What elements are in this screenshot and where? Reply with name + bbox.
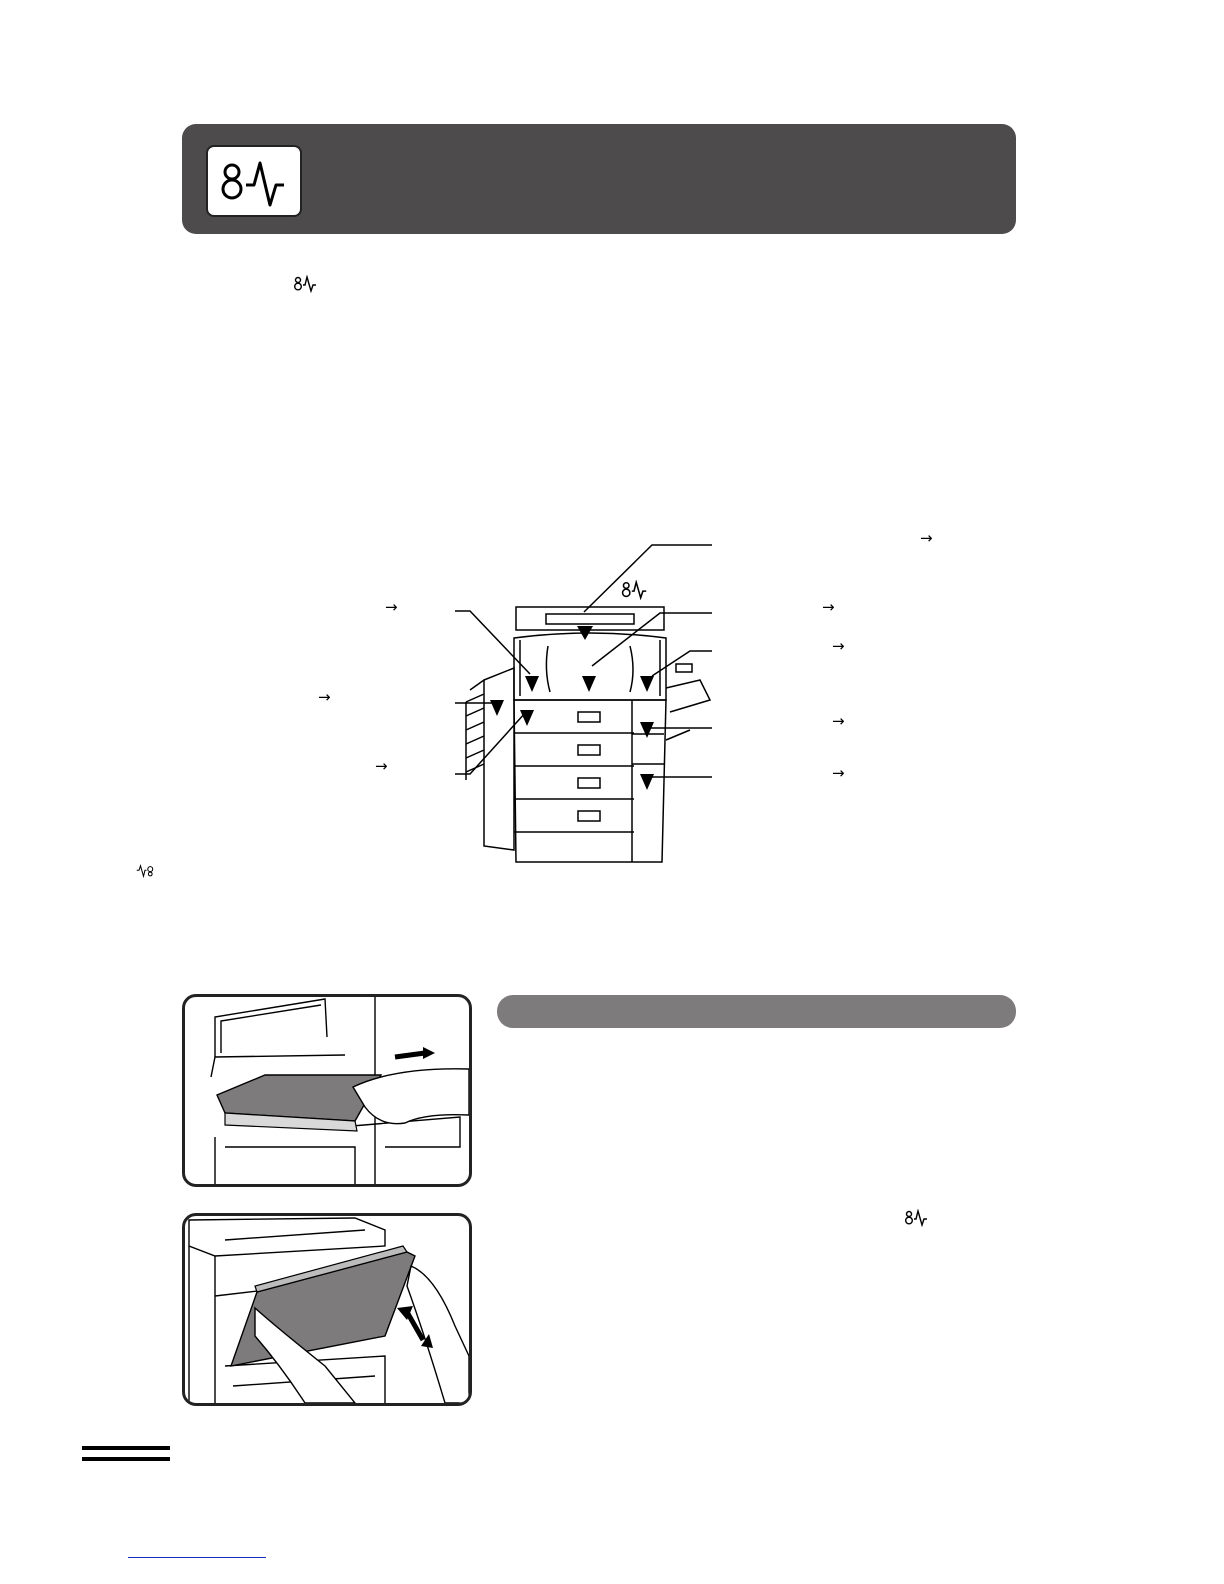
right-arrow-icon: → [920, 529, 933, 547]
right-arrow-icon: → [318, 688, 331, 706]
section-header-band [182, 124, 1016, 234]
right-arrow-icon: → [832, 637, 845, 655]
misfeed-icon [293, 275, 317, 293]
section-heading-bar [497, 995, 1016, 1028]
right-arrow-icon: → [832, 712, 845, 730]
footer-rule [82, 1457, 170, 1461]
footer-rule [82, 1446, 170, 1450]
misfeed-icon [136, 860, 154, 882]
right-arrow-icon: → [385, 598, 398, 616]
misfeed-icon-box [206, 145, 302, 217]
front-cover-illustration [182, 1213, 472, 1406]
misfeed-icon [904, 1209, 928, 1227]
hyperlink-underline[interactable] [128, 1557, 266, 1558]
right-arrow-icon: → [375, 757, 388, 775]
misfeed-icon [218, 155, 290, 211]
bypass-tray-illustration [182, 994, 472, 1187]
right-arrow-icon: → [822, 598, 835, 616]
copier-misfeed-locations-diagram [455, 538, 715, 873]
right-arrow-icon: → [832, 764, 845, 782]
